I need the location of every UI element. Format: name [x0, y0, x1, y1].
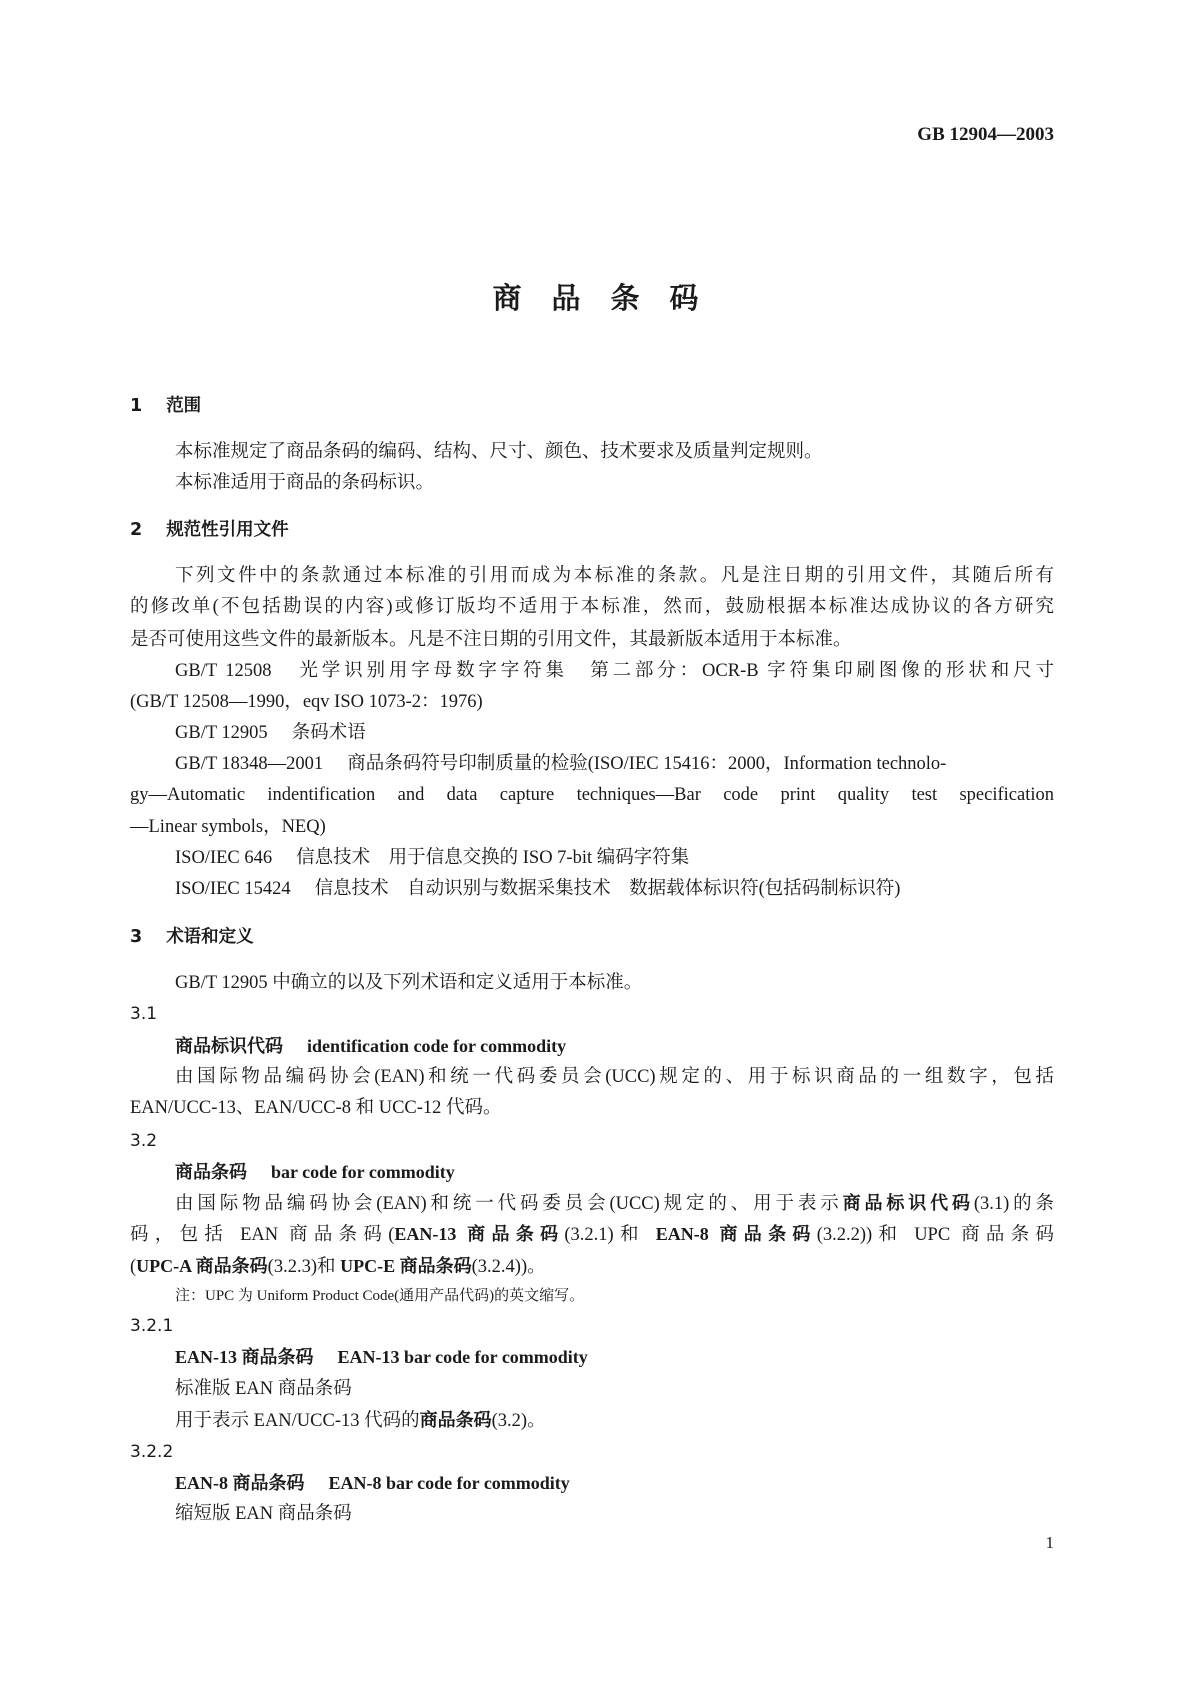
reference-item — [175, 751, 1054, 777]
text: (3.2.1)和 — [564, 1225, 645, 1245]
section-title: 范围 — [166, 396, 202, 416]
section-title: 术语和定义 — [166, 927, 254, 947]
text: (3.2.3)和 — [267, 1257, 336, 1277]
reference-cont: (GB/T 12508—1990，eqv ISO 1073-2：1976) — [130, 692, 483, 712]
section-2-heading — [130, 517, 1054, 543]
paragraph-line: 的修改单(不包括勘误的内容)或修订版均不适用于本标准，然而，鼓励根据本标准达成协议的各方研究 — [130, 597, 1054, 617]
bold-ref: EAN-13 商品条码 — [394, 1224, 565, 1244]
ref-code: GB/T 18348—2001 — [175, 754, 324, 774]
term-definition — [175, 1190, 1054, 1216]
note: 注：UPC 为 Uniform Product Code(通用产品代码)的英文缩写。 — [175, 1288, 585, 1304]
term-definition — [130, 1221, 1054, 1247]
bold-ref: UPC-A 商品条码 — [136, 1256, 268, 1276]
term-en: bar code for commodity — [271, 1162, 455, 1182]
text: 码，包括 EAN 商品条码( — [130, 1225, 395, 1245]
term-number: 3.2.1 — [130, 1316, 174, 1336]
bold-ref: UPC-E 商品条码 — [340, 1256, 472, 1276]
ref-code: GB/T 12905 — [175, 723, 268, 743]
term-definition — [130, 1253, 1054, 1279]
bold-ref: EAN-8 商品条码 — [655, 1224, 817, 1244]
section-number: 3 — [130, 927, 143, 947]
bold-ref: 商品标识代码 — [842, 1193, 974, 1213]
ref-title: 光学识别用字母数字字符集 第二部分：OCR-B 字符集印刷图像的形状和尺寸 — [295, 661, 1055, 681]
term-heading — [175, 1159, 1054, 1185]
reference-item — [175, 876, 1054, 902]
reference-item — [175, 720, 1054, 746]
paragraph: GB/T 12905 中确立的以及下列术语和定义适用于本标准。 — [175, 973, 643, 993]
bold-ref: 商品条码 — [419, 1410, 492, 1430]
term-en: EAN-8 bar code for commodity — [328, 1473, 570, 1493]
term-number: 3.1 — [130, 1004, 158, 1024]
term-en: EAN-13 bar code for commodity — [337, 1347, 588, 1367]
document-title: 商品条码 — [492, 281, 729, 315]
term-en: identification code for commodity — [307, 1036, 567, 1056]
paragraph-line: 下列文件中的条款通过本标准的引用而成为本标准的条款。凡是注日期的引用文件，其随后所有 — [175, 566, 1054, 586]
term-number: 3.2.2 — [130, 1442, 174, 1462]
text: 由国际物品编码协会(EAN)和统一代码委员会(UCC)规定的、用于表示 — [175, 1194, 843, 1214]
term-zh: 商品标识代码 — [175, 1036, 283, 1056]
text: 用于表示 EAN/UCC-13 代码的 — [175, 1411, 420, 1431]
term-number: 3.2 — [130, 1131, 158, 1151]
term-definition: 标准版 EAN 商品条码 — [175, 1379, 352, 1399]
text: (3.2.2))和 UPC 商品条码 — [816, 1225, 1054, 1245]
term-definition — [175, 1407, 1054, 1433]
section-1-heading — [130, 393, 1054, 419]
reference-cont: —Linear symbols，NEQ) — [130, 817, 326, 837]
term-zh: EAN-8 商品条码 — [175, 1473, 305, 1493]
reference-item — [175, 845, 1054, 871]
page-number: 1 — [1045, 1533, 1054, 1552]
standard-code: GB 12904—2003 — [917, 124, 1054, 145]
paragraph: 本标准规定了商品条码的编码、结构、尺寸、颜色、技术要求及质量判定规则。 — [175, 442, 823, 462]
text: (3.1)的条 — [973, 1194, 1054, 1214]
ref-title: 信息技术 自动识别与数据采集技术 数据载体标识符(包括码制标识符) — [314, 879, 901, 899]
term-definition: 缩短版 EAN 商品条码 — [175, 1504, 352, 1524]
ref-code: ISO/IEC 15424 — [175, 879, 291, 899]
ref-title: 商品条码符号印制质量的检验(ISO/IEC 15416：2000，Information technolo- — [347, 754, 947, 774]
term-zh: 商品条码 — [175, 1162, 247, 1182]
ref-code: ISO/IEC 646 — [175, 848, 273, 868]
text: ( — [130, 1257, 137, 1277]
term-definition: EAN/UCC-13、EAN/UCC-8 和 UCC-12 代码。 — [130, 1098, 502, 1118]
section-title: 规范性引用文件 — [166, 520, 289, 540]
term-zh: EAN-13 商品条码 — [175, 1347, 314, 1367]
term-heading — [175, 1033, 1054, 1059]
ref-title: 信息技术 用于信息交换的 ISO 7-bit 编码字符集 — [296, 848, 690, 868]
section-number: 1 — [130, 396, 143, 416]
reference-item — [175, 658, 1054, 684]
section-3-heading — [130, 924, 1054, 950]
reference-cont: gy—Automatic indentification and data capture techniques—Bar code print quality test specification — [130, 785, 1054, 805]
ref-code: GB/T 12508 — [175, 661, 272, 681]
term-heading — [175, 1344, 1054, 1370]
section-number: 2 — [130, 520, 143, 540]
term-definition: 由国际物品编码协会(EAN)和统一代码委员会(UCC)规定的、用于标识商品的一组数字，包括 — [175, 1067, 1054, 1087]
term-heading — [175, 1470, 1054, 1496]
paragraph: 本标准适用于商品的条码标识。 — [175, 473, 435, 493]
paragraph-line: 是否可使用这些文件的最新版本。凡是不注日期的引用文件，其最新版本适用于本标准。 — [130, 630, 852, 650]
text: (3.2.4))。 — [471, 1257, 546, 1277]
ref-title: 条码术语 — [291, 723, 366, 743]
text: (3.2)。 — [491, 1411, 546, 1431]
